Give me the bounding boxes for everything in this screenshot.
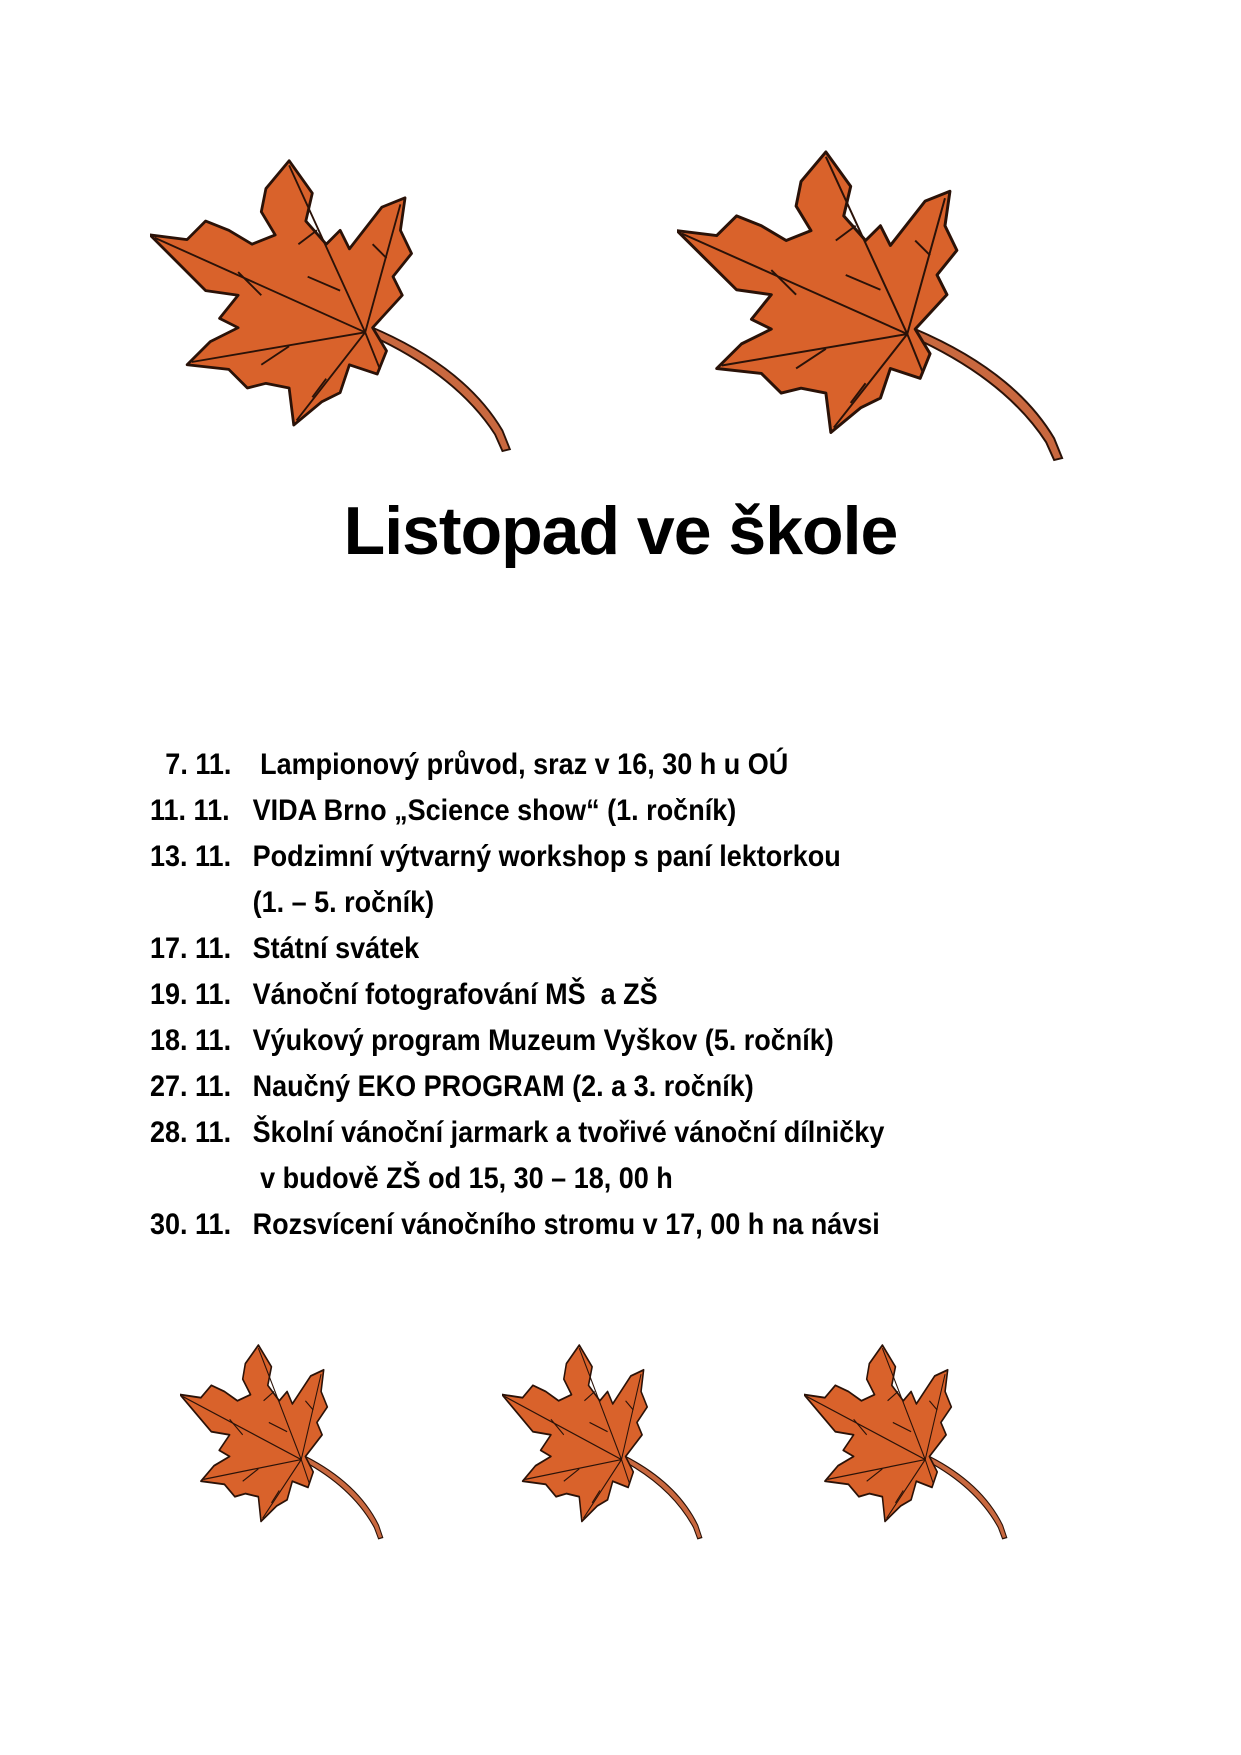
event-item: [150, 926, 1050, 972]
event-text-continuation: (1. – 5. ročník): [252, 886, 435, 919]
event-item: [150, 1202, 1050, 1248]
maple-leaf-icon: [180, 1342, 389, 1540]
event-text: Výukový program Muzeum Vyškov (5. ročník): [252, 1024, 834, 1057]
maple-leaf-icon: [502, 1342, 708, 1540]
event-item: [150, 742, 1050, 788]
event-date: 7. 11.: [165, 748, 232, 781]
event-text: Vánoční fotografování MŠ a ZŠ: [252, 978, 658, 1011]
event-text: Rozsvícení vánočního stromu v 17, 00 h na návsi: [252, 1208, 880, 1241]
maple-leaf-icon: [677, 147, 1074, 462]
event-item: [150, 1064, 1050, 1110]
event-text: Školní vánoční jarmark a tvořivé vánoční dílničky: [252, 1116, 885, 1149]
event-text: Podzimní výtvarný workshop s paní lektorkou: [252, 840, 841, 873]
page-title: Listopad ve škole: [343, 493, 898, 569]
event-text: VIDA Brno „Science show“ (1. ročník): [252, 794, 737, 827]
event-text-continuation: v budově ZŠ od 15, 30 – 18, 00 h: [252, 1162, 673, 1195]
event-date: 13. 11.: [150, 840, 232, 873]
event-item: [150, 1018, 1050, 1064]
event-text: Státní svátek: [252, 932, 420, 965]
event-date: 18. 11.: [150, 1024, 232, 1057]
event-date: 17. 11.: [150, 932, 232, 965]
event-item: [150, 1110, 1050, 1156]
event-date: 30. 11.: [150, 1208, 232, 1241]
event-item: [150, 972, 1050, 1018]
event-date: 28. 11.: [150, 1116, 232, 1149]
event-date: 27. 11.: [150, 1070, 232, 1103]
event-list: [150, 742, 1150, 1248]
event-date: 19. 11.: [150, 978, 232, 1011]
event-item: [150, 834, 1050, 880]
maple-leaf-icon: [804, 1342, 1013, 1540]
event-text: Lampionový průvod, sraz v 16, 30 h u OÚ: [252, 748, 789, 781]
event-date: 11. 11.: [150, 794, 230, 827]
event-text: Naučný EKO PROGRAM (2. a 3. ročník): [252, 1070, 754, 1103]
maple-leaf-icon: [150, 147, 521, 462]
event-item: [150, 788, 1050, 834]
